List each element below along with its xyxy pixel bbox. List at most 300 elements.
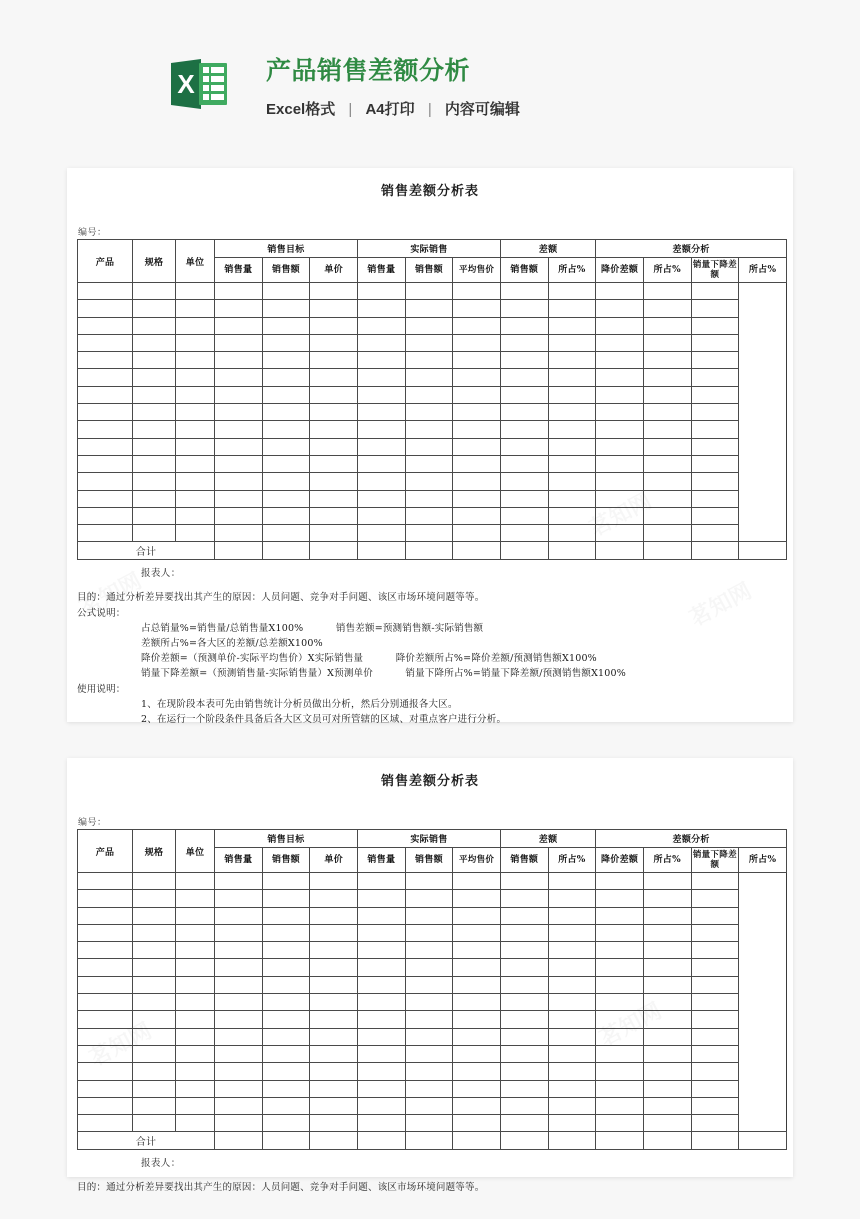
table-cell[interactable]	[262, 924, 310, 941]
table-cell[interactable]	[310, 1097, 358, 1114]
total-cell[interactable]	[405, 1132, 453, 1150]
table-cell[interactable]	[78, 1028, 133, 1045]
table-cell[interactable]	[596, 1045, 644, 1062]
table-cell[interactable]	[262, 976, 310, 993]
table-cell[interactable]	[453, 455, 501, 472]
table-cell[interactable]	[133, 873, 176, 890]
table-cell[interactable]	[548, 283, 596, 300]
table-cell[interactable]	[310, 525, 358, 542]
table-cell[interactable]	[691, 438, 739, 455]
table-cell[interactable]	[262, 1063, 310, 1080]
table-row[interactable]	[78, 421, 787, 438]
table-cell[interactable]	[596, 1028, 644, 1045]
table-cell[interactable]	[215, 283, 263, 300]
table-cell[interactable]	[176, 455, 215, 472]
total-cell[interactable]	[310, 542, 358, 560]
table-cell[interactable]	[176, 525, 215, 542]
table-cell[interactable]	[357, 976, 405, 993]
table-cell[interactable]	[133, 942, 176, 959]
table-cell[interactable]	[215, 1097, 263, 1114]
table-cell[interactable]	[133, 386, 176, 403]
table-cell[interactable]	[215, 959, 263, 976]
table-cell[interactable]	[176, 404, 215, 421]
table-cell[interactable]	[453, 300, 501, 317]
table-cell[interactable]	[453, 352, 501, 369]
table-cell[interactable]	[78, 490, 133, 507]
table-cell[interactable]	[548, 976, 596, 993]
table-row[interactable]	[78, 334, 787, 351]
table-cell[interactable]	[176, 1028, 215, 1045]
table-row[interactable]	[78, 1028, 787, 1045]
table-cell[interactable]	[500, 994, 548, 1011]
table-cell[interactable]	[500, 976, 548, 993]
table-cell[interactable]	[596, 404, 644, 421]
table-cell[interactable]	[500, 873, 548, 890]
table-cell[interactable]	[357, 421, 405, 438]
table-cell[interactable]	[691, 525, 739, 542]
table-row[interactable]	[78, 404, 787, 421]
total-cell[interactable]	[262, 542, 310, 560]
table-body-2[interactable]	[78, 873, 787, 1132]
total-cell[interactable]	[453, 1132, 501, 1150]
table-cell[interactable]	[453, 438, 501, 455]
table-cell[interactable]	[357, 455, 405, 472]
table-cell[interactable]	[500, 1080, 548, 1097]
total-cell[interactable]	[643, 1132, 691, 1150]
table-cell[interactable]	[405, 1097, 453, 1114]
table-cell[interactable]	[78, 1080, 133, 1097]
table-cell[interactable]	[405, 1063, 453, 1080]
table-cell[interactable]	[262, 490, 310, 507]
table-cell[interactable]	[176, 1080, 215, 1097]
table-cell[interactable]	[405, 525, 453, 542]
table-cell[interactable]	[691, 942, 739, 959]
table-cell[interactable]	[548, 890, 596, 907]
table-cell[interactable]	[691, 455, 739, 472]
table-cell[interactable]	[176, 421, 215, 438]
table-cell[interactable]	[453, 1011, 501, 1028]
table-cell[interactable]	[310, 473, 358, 490]
table-cell[interactable]	[691, 473, 739, 490]
total-cell[interactable]	[500, 542, 548, 560]
table-cell[interactable]	[643, 300, 691, 317]
table-cell[interactable]	[176, 283, 215, 300]
table-cell[interactable]	[262, 317, 310, 334]
table-cell[interactable]	[691, 386, 739, 403]
table-cell[interactable]	[262, 455, 310, 472]
table-cell[interactable]	[548, 507, 596, 524]
table-cell[interactable]	[548, 924, 596, 941]
table-cell[interactable]	[133, 404, 176, 421]
table-cell[interactable]	[691, 300, 739, 317]
table-cell[interactable]	[78, 924, 133, 941]
table-cell[interactable]	[176, 924, 215, 941]
table-cell[interactable]	[215, 1080, 263, 1097]
table-cell[interactable]	[262, 334, 310, 351]
table-cell[interactable]	[405, 907, 453, 924]
table-cell[interactable]	[500, 334, 548, 351]
table-cell[interactable]	[176, 300, 215, 317]
table-cell[interactable]	[596, 873, 644, 890]
table-cell[interactable]	[405, 1115, 453, 1132]
table-row[interactable]	[78, 473, 787, 490]
total-cell[interactable]	[739, 1132, 787, 1150]
table-cell[interactable]	[405, 386, 453, 403]
total-cell[interactable]	[596, 542, 644, 560]
total-cell[interactable]	[691, 542, 739, 560]
table-cell[interactable]	[262, 1028, 310, 1045]
table-cell[interactable]	[310, 1080, 358, 1097]
table-cell[interactable]	[133, 907, 176, 924]
table-cell[interactable]	[405, 507, 453, 524]
table-cell[interactable]	[643, 1097, 691, 1114]
table-cell[interactable]	[405, 1028, 453, 1045]
table-cell[interactable]	[453, 959, 501, 976]
table-cell[interactable]	[453, 890, 501, 907]
table-cell[interactable]	[310, 1011, 358, 1028]
table-cell[interactable]	[596, 924, 644, 941]
table-row[interactable]	[78, 1115, 787, 1132]
table-cell[interactable]	[357, 924, 405, 941]
table-cell[interactable]	[453, 1028, 501, 1045]
table-cell[interactable]	[548, 404, 596, 421]
table-cell[interactable]	[133, 317, 176, 334]
table-cell[interactable]	[405, 924, 453, 941]
table-cell[interactable]	[548, 1115, 596, 1132]
table-cell[interactable]	[548, 369, 596, 386]
table-cell[interactable]	[596, 507, 644, 524]
table-cell[interactable]	[500, 890, 548, 907]
table-cell[interactable]	[643, 352, 691, 369]
table-cell[interactable]	[310, 317, 358, 334]
table-cell[interactable]	[133, 507, 176, 524]
table-cell[interactable]	[78, 300, 133, 317]
table-cell[interactable]	[405, 994, 453, 1011]
table-cell[interactable]	[691, 890, 739, 907]
table-cell[interactable]	[691, 924, 739, 941]
table-cell[interactable]	[691, 907, 739, 924]
table-cell[interactable]	[643, 1028, 691, 1045]
table-cell[interactable]	[453, 369, 501, 386]
table-cell[interactable]	[643, 1011, 691, 1028]
table-cell[interactable]	[405, 369, 453, 386]
table-cell[interactable]	[78, 438, 133, 455]
table-cell[interactable]	[262, 386, 310, 403]
table-cell[interactable]	[596, 525, 644, 542]
table-cell[interactable]	[262, 1080, 310, 1097]
table-cell[interactable]	[357, 352, 405, 369]
table-cell[interactable]	[357, 994, 405, 1011]
table-cell[interactable]	[215, 873, 263, 890]
table-cell[interactable]	[596, 994, 644, 1011]
table-cell[interactable]	[262, 890, 310, 907]
table-cell[interactable]	[500, 924, 548, 941]
table-cell[interactable]	[596, 438, 644, 455]
table-cell[interactable]	[133, 1011, 176, 1028]
table-cell[interactable]	[133, 890, 176, 907]
table-cell[interactable]	[133, 455, 176, 472]
table-cell[interactable]	[405, 490, 453, 507]
preview-page-1[interactable]	[67, 168, 793, 726]
total-cell[interactable]	[215, 1132, 263, 1150]
table-cell[interactable]	[176, 907, 215, 924]
table-cell[interactable]	[262, 421, 310, 438]
table-cell[interactable]	[262, 473, 310, 490]
table-cell[interactable]	[453, 907, 501, 924]
table-cell[interactable]	[643, 421, 691, 438]
table-cell[interactable]	[176, 334, 215, 351]
table-row[interactable]	[78, 994, 787, 1011]
table-cell[interactable]	[548, 994, 596, 1011]
table-cell[interactable]	[310, 890, 358, 907]
table-cell[interactable]	[262, 438, 310, 455]
table-cell[interactable]	[405, 1045, 453, 1062]
table-cell[interactable]	[176, 1011, 215, 1028]
table-cell[interactable]	[310, 1045, 358, 1062]
table-cell[interactable]	[133, 473, 176, 490]
table-cell[interactable]	[357, 490, 405, 507]
table-cell[interactable]	[176, 352, 215, 369]
table-cell[interactable]	[310, 300, 358, 317]
table-cell[interactable]	[691, 507, 739, 524]
table-row[interactable]	[78, 873, 787, 890]
table-cell[interactable]	[176, 369, 215, 386]
table-cell[interactable]	[357, 334, 405, 351]
table-cell[interactable]	[596, 283, 644, 300]
table-cell[interactable]	[357, 369, 405, 386]
table-cell[interactable]	[500, 959, 548, 976]
table-cell[interactable]	[500, 283, 548, 300]
table-cell[interactable]	[133, 438, 176, 455]
table-row[interactable]	[78, 300, 787, 317]
table-cell[interactable]	[215, 1011, 263, 1028]
table-cell[interactable]	[405, 300, 453, 317]
table-cell[interactable]	[596, 1063, 644, 1080]
table-cell[interactable]	[405, 1011, 453, 1028]
table-cell[interactable]	[643, 317, 691, 334]
table-cell[interactable]	[643, 1063, 691, 1080]
table-cell[interactable]	[643, 873, 691, 890]
table-cell[interactable]	[310, 959, 358, 976]
table-cell[interactable]	[215, 942, 263, 959]
table-cell[interactable]	[405, 404, 453, 421]
total-cell[interactable]	[548, 1132, 596, 1150]
table-cell[interactable]	[453, 994, 501, 1011]
table-cell[interactable]	[310, 1115, 358, 1132]
table-cell[interactable]	[691, 1028, 739, 1045]
sales-variance-table[interactable]	[77, 829, 787, 1150]
table-cell[interactable]	[133, 1080, 176, 1097]
table-cell[interactable]	[78, 352, 133, 369]
table-cell[interactable]	[78, 455, 133, 472]
table-cell[interactable]	[78, 369, 133, 386]
table-cell[interactable]	[357, 959, 405, 976]
table-cell[interactable]	[215, 890, 263, 907]
table-cell[interactable]	[215, 473, 263, 490]
table-cell[interactable]	[262, 300, 310, 317]
table-cell[interactable]	[357, 473, 405, 490]
table-cell[interactable]	[596, 907, 644, 924]
table-cell[interactable]	[310, 455, 358, 472]
table-cell[interactable]	[310, 386, 358, 403]
table-cell[interactable]	[691, 873, 739, 890]
table-cell[interactable]	[357, 942, 405, 959]
table-cell[interactable]	[78, 1063, 133, 1080]
table-cell[interactable]	[78, 959, 133, 976]
table-cell[interactable]	[133, 300, 176, 317]
table-cell[interactable]	[215, 907, 263, 924]
table-cell[interactable]	[548, 473, 596, 490]
table-cell[interactable]	[453, 1115, 501, 1132]
table-cell[interactable]	[262, 907, 310, 924]
table-cell[interactable]	[176, 507, 215, 524]
sales-variance-table[interactable]	[77, 239, 787, 560]
table-cell[interactable]	[691, 352, 739, 369]
table-cell[interactable]	[262, 1115, 310, 1132]
table-cell[interactable]	[357, 1045, 405, 1062]
table-cell[interactable]	[596, 890, 644, 907]
table-cell[interactable]	[215, 976, 263, 993]
table-cell[interactable]	[176, 890, 215, 907]
table-cell[interactable]	[357, 438, 405, 455]
table-cell[interactable]	[548, 1045, 596, 1062]
table-cell[interactable]	[453, 873, 501, 890]
table-cell[interactable]	[78, 421, 133, 438]
table-cell[interactable]	[548, 1011, 596, 1028]
table-cell[interactable]	[78, 890, 133, 907]
table-cell[interactable]	[78, 404, 133, 421]
table-cell[interactable]	[357, 404, 405, 421]
table-cell[interactable]	[500, 1028, 548, 1045]
table-cell[interactable]	[133, 1115, 176, 1132]
table-cell[interactable]	[453, 976, 501, 993]
table-cell[interactable]	[310, 873, 358, 890]
table-cell[interactable]	[78, 942, 133, 959]
table-cell[interactable]	[643, 455, 691, 472]
table-cell[interactable]	[453, 317, 501, 334]
table-cell[interactable]	[310, 907, 358, 924]
table-row[interactable]	[78, 1097, 787, 1114]
table-cell[interactable]	[215, 438, 263, 455]
table-cell[interactable]	[262, 352, 310, 369]
table-cell[interactable]	[691, 334, 739, 351]
table-cell[interactable]	[357, 1080, 405, 1097]
table-row[interactable]	[78, 942, 787, 959]
table-cell[interactable]	[215, 317, 263, 334]
table-cell[interactable]	[500, 455, 548, 472]
table-cell[interactable]	[357, 907, 405, 924]
table-cell[interactable]	[500, 438, 548, 455]
table-cell[interactable]	[176, 1115, 215, 1132]
table-cell[interactable]	[643, 994, 691, 1011]
table-cell[interactable]	[453, 386, 501, 403]
table-cell[interactable]	[548, 959, 596, 976]
table-cell[interactable]	[262, 873, 310, 890]
table-cell[interactable]	[643, 1080, 691, 1097]
table-cell[interactable]	[405, 352, 453, 369]
table-cell[interactable]	[548, 1097, 596, 1114]
table-cell[interactable]	[133, 1045, 176, 1062]
table-cell[interactable]	[133, 994, 176, 1011]
table-cell[interactable]	[691, 976, 739, 993]
table-row[interactable]	[78, 369, 787, 386]
table-row[interactable]	[78, 959, 787, 976]
table-cell[interactable]	[691, 1045, 739, 1062]
table-cell[interactable]	[548, 1080, 596, 1097]
table-cell[interactable]	[262, 404, 310, 421]
total-cell[interactable]	[262, 1132, 310, 1150]
table-cell[interactable]	[405, 976, 453, 993]
table-cell[interactable]	[357, 1028, 405, 1045]
table-cell[interactable]	[596, 1097, 644, 1114]
table-cell[interactable]	[405, 473, 453, 490]
table-cell[interactable]	[310, 404, 358, 421]
table-cell[interactable]	[500, 352, 548, 369]
table-cell[interactable]	[453, 404, 501, 421]
table-cell[interactable]	[357, 283, 405, 300]
table-cell[interactable]	[215, 404, 263, 421]
table-cell[interactable]	[133, 334, 176, 351]
table-cell[interactable]	[691, 490, 739, 507]
table-cell[interactable]	[691, 283, 739, 300]
table-cell[interactable]	[78, 507, 133, 524]
table-cell[interactable]	[215, 1063, 263, 1080]
table-cell[interactable]	[500, 300, 548, 317]
table-cell[interactable]	[596, 490, 644, 507]
table-cell[interactable]	[310, 369, 358, 386]
table-cell[interactable]	[310, 1028, 358, 1045]
table-cell[interactable]	[643, 473, 691, 490]
table-cell[interactable]	[78, 994, 133, 1011]
table-cell[interactable]	[357, 873, 405, 890]
total-cell[interactable]	[500, 1132, 548, 1150]
table-cell[interactable]	[500, 507, 548, 524]
table-cell[interactable]	[78, 283, 133, 300]
table-cell[interactable]	[176, 386, 215, 403]
table-row[interactable]	[78, 490, 787, 507]
total-cell[interactable]	[739, 542, 787, 560]
table-cell[interactable]	[500, 1063, 548, 1080]
table-cell[interactable]	[643, 334, 691, 351]
table-cell[interactable]	[176, 873, 215, 890]
table-cell[interactable]	[691, 1063, 739, 1080]
table-row[interactable]	[78, 283, 787, 300]
table-cell[interactable]	[453, 942, 501, 959]
table-cell[interactable]	[453, 283, 501, 300]
table-cell[interactable]	[500, 942, 548, 959]
total-cell[interactable]	[405, 542, 453, 560]
table-cell[interactable]	[310, 334, 358, 351]
table-row[interactable]	[78, 438, 787, 455]
table-cell[interactable]	[357, 386, 405, 403]
table-cell[interactable]	[548, 873, 596, 890]
table-cell[interactable]	[78, 976, 133, 993]
table-cell[interactable]	[643, 438, 691, 455]
table-cell[interactable]	[262, 959, 310, 976]
table-cell[interactable]	[357, 890, 405, 907]
table-cell[interactable]	[643, 404, 691, 421]
table-cell[interactable]	[310, 352, 358, 369]
table-cell[interactable]	[548, 438, 596, 455]
table-row[interactable]	[78, 1045, 787, 1062]
table-cell[interactable]	[453, 507, 501, 524]
table-cell[interactable]	[357, 525, 405, 542]
table-cell[interactable]	[262, 369, 310, 386]
table-cell[interactable]	[643, 283, 691, 300]
table-cell[interactable]	[643, 890, 691, 907]
table-cell[interactable]	[310, 942, 358, 959]
table-cell[interactable]	[78, 907, 133, 924]
